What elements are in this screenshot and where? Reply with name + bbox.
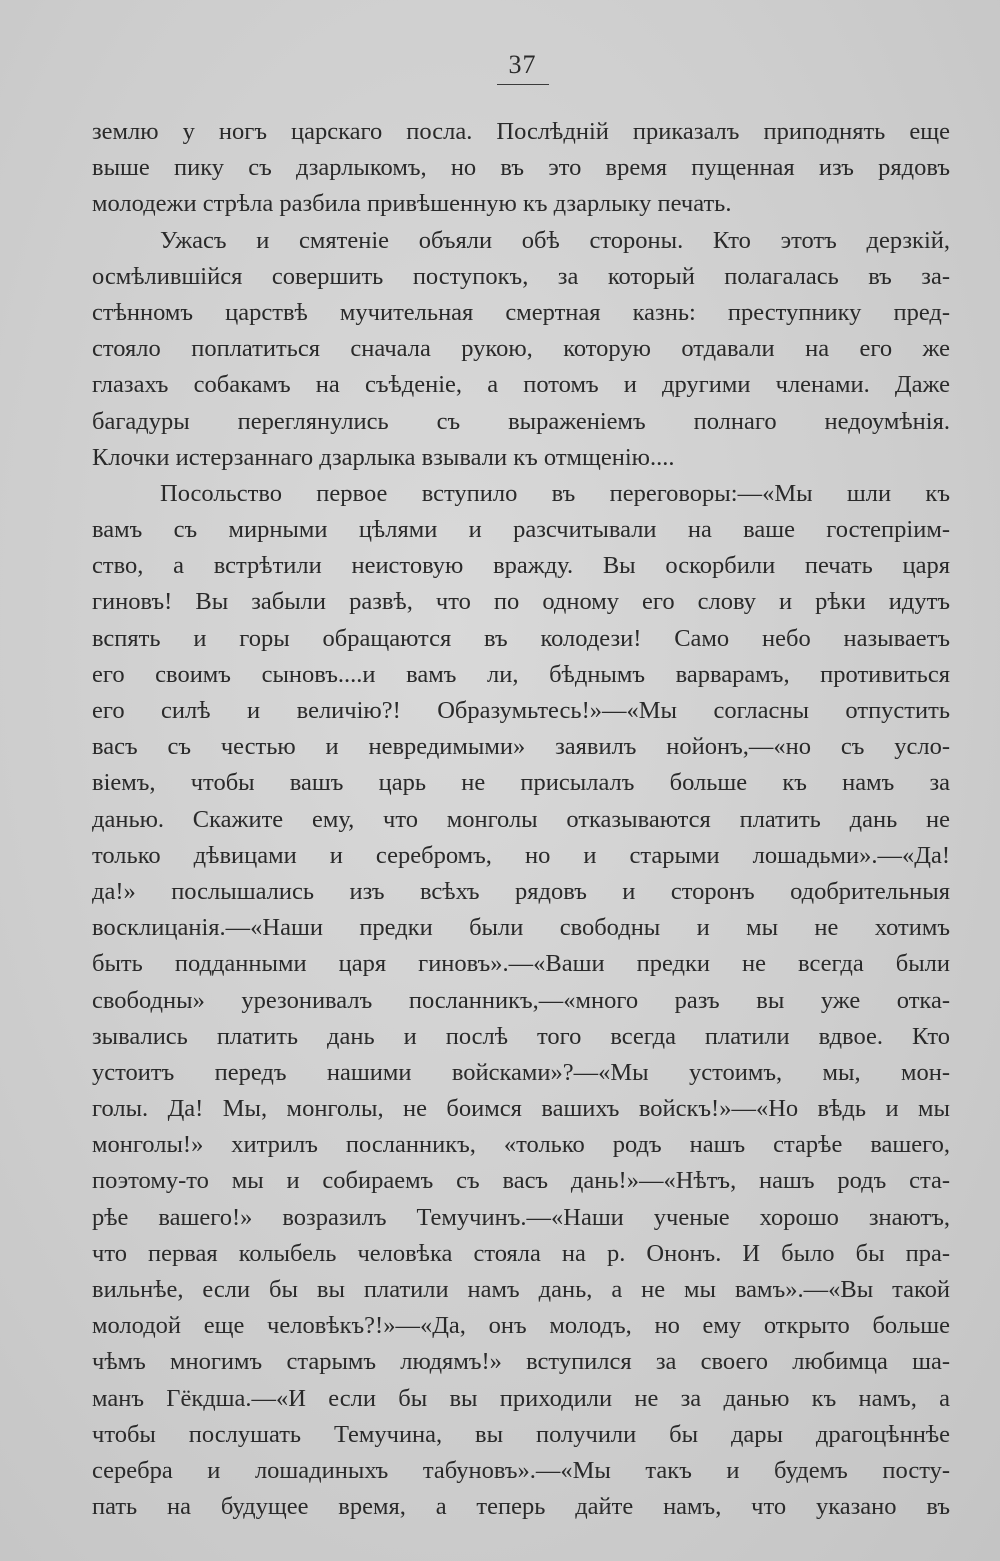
text-line: зывались платить дань и послѣ того всегда платили вдвое. Кто <box>92 1022 950 1050</box>
text-line: поэтому-то мы и собираемъ съ васъ дань!»—«Нѣтъ, нашъ родъ ста- <box>92 1167 950 1195</box>
paragraph-start-line: Ужасъ и смятеніе объяли обѣ стороны. Кто этотъ дерзкій, <box>160 226 950 254</box>
text-line: монголы!» хитрилъ посланникъ, «только родъ нашъ старѣе вашего, <box>92 1131 950 1159</box>
text-line: свободны» урезонивалъ посланникъ,—«много разъ вы уже отка- <box>92 986 950 1014</box>
text-line: только дѣвицами и серебромъ, но и старыми лошадьми».—«Да! <box>92 841 950 869</box>
text-line: что первая колыбель человѣка стояла на р. Ононъ. И было бы пра- <box>92 1239 950 1267</box>
page-number: 37 <box>497 50 549 85</box>
page-header <box>0 50 1000 85</box>
text-line: стѣнномъ царствѣ мучительная смертная казнь: преступнику пред- <box>92 298 950 326</box>
text-line: устоитъ передъ нашими войсками»?—«Мы устоимъ, мы, мон- <box>92 1058 950 1086</box>
text-line: віемъ, чтобы вашъ царь не присылалъ больше къ намъ за <box>92 769 950 797</box>
text-line: пать на будущее время, а теперь дайте намъ, что указано въ <box>92 1493 950 1521</box>
text-line: вспять и горы обращаются въ колодези! Само небо называетъ <box>92 624 950 652</box>
text-line: серебра и лошадиныхъ табуновъ».—«Мы такъ и будемъ посту- <box>92 1456 950 1484</box>
text-line: восклицанія.—«Наши предки были свободны и мы не хотимъ <box>92 914 950 942</box>
text-line: его силѣ и величію?! Образумьтесь!»—«Мы согласны отпустить <box>92 697 950 724</box>
text-line: выше пику съ дзарлыкомъ, но въ это время пущенная изъ рядовъ <box>92 154 950 182</box>
paragraph-start-line: Посольство первое вступило въ переговоры:—«Мы шли къ <box>160 479 950 507</box>
body-text <box>92 114 950 1525</box>
text-line: рѣе вашего!» возразилъ Темучинъ.—«Наши ученые хорошо знаютъ, <box>92 1203 950 1231</box>
text-line: данью. Скажите ему, что монголы отказываются платить дань не <box>92 805 950 833</box>
text-line: его своимъ сыновъ....и вамъ ли, бѣднымъ варварамъ, противиться <box>92 660 950 688</box>
text-line: осмѣлившійся совершить поступокъ, за который полагалась въ за- <box>92 262 950 290</box>
text-line: вамъ съ мирными цѣлями и разсчитывали на ваше гостепріим- <box>92 516 950 544</box>
text-line: васъ съ честью и невредимыми» заявилъ нойонъ,—«но съ усло- <box>92 733 950 761</box>
text-line: багадуры переглянулись съ выраженіемъ полнаго недоумѣнія. <box>92 407 950 435</box>
text-line: голы. Да! Мы, монголы, не боимся вашихъ войскъ!»—«Но вѣдь и мы <box>92 1095 950 1123</box>
text-line: чтобы послушать Темучина, вы получили бы дары драгоцѣннѣе <box>92 1420 950 1448</box>
text-line: ство, а встрѣтили неистовую вражду. Вы оскорбили печать царя <box>92 552 950 580</box>
text-line: быть подданными царя гиновъ».—«Ваши предки не всегда были <box>92 950 950 978</box>
text-line: вильнѣе, если бы вы платили намъ дань, а не мы вамъ».—«Вы такой <box>92 1276 950 1303</box>
text-line: манъ Гёкдша.—«И если бы вы приходили не за данью къ намъ, а <box>92 1384 950 1412</box>
text-line: землю у ногъ царскаго посла. Послѣдній приказалъ приподнять еще <box>92 118 950 145</box>
text-line: гиновъ! Вы забыли развѣ, что по одному его слову и рѣки идутъ <box>92 588 950 616</box>
text-line: Клочки истерзаннаго дзарлыка взывали къ отмщенію.... <box>92 443 675 471</box>
text-line: молодежи стрѣла разбила привѣшенную къ дзарлыку печать. <box>92 190 732 218</box>
text-line: да!» послышались изъ всѣхъ рядовъ и сторонъ одобрительныя <box>92 877 950 905</box>
text-line: стояло поплатиться сначала рукою, которую отдавали на его же <box>92 335 950 363</box>
text-line: чѣмъ многимъ старымъ людямъ!» вступился за своего любимца ша- <box>92 1348 950 1376</box>
text-line: глазахъ собакамъ на съѣденіе, а потомъ и другими членами. Даже <box>92 371 950 399</box>
text-line: молодой еще человѣкъ?!»—«Да, онъ молодъ, но ему открыто больше <box>92 1312 950 1340</box>
